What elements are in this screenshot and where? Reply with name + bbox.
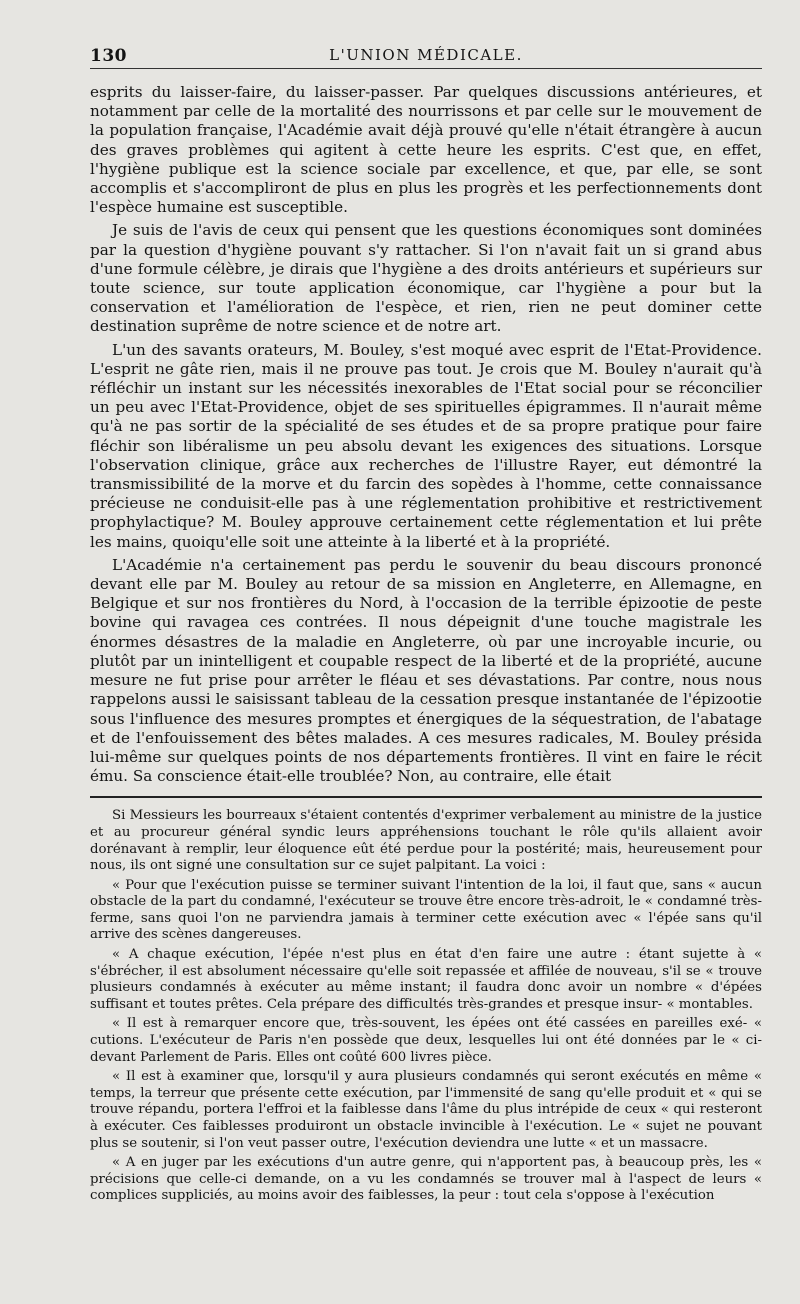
footnote-quote: « Il est à examiner que, lorsqu'il y aura plusieurs condamnés qui seront exécutés en même « temps, la terreur que présente cette exécution, par l'immensité de sang qu'elle produit et « qui se trouve répandu, portera l'effroi et la faiblesse dans l'âme du plus intrépide de ceux « qui resteront à exécuter. Ces faiblesses produiront un obstacle invincible à l'exécution. Le « sujet ne pouvant plus se soutenir, si l'on veut passer outre, l'exécution deviendra une lutte « et un massacre. bbox=[90, 1069, 762, 1151]
page-number: 130 bbox=[90, 46, 127, 66]
body-paragraph: L'Académie n'a certainement pas perdu le souvenir du beau discours prononcé devant elle par M. Bouley au retour de sa mission en Angleterre, en Allemagne, en Belgique et sur nos frontières du Nord, à l'occasion de la terrible épizootie de peste bovine qui ravagea ces contrées. Il nous dépeignit d'une touche magistrale les énormes désastres de la maladie en Angleterre, où par une incroyable incurie, ou plutôt par un inintelligent et coupable respect de la liberté et de la propriété, aucune mesure ne fut prise pour arrêter le fléau et ses dévastations. Par contre, nous nous rappelons aussi le saisissant tableau de la cessation presque instantanée de l'épizootie sous l'influence des mesures promptes et énergiques de la séquestration, de l'abatage et de l'enfouissement des bêtes malades. A ces mesures radicales, M. Bouley présida lui-même sur quelques points de nos départements frontières. Il vint en faire le récit ému. Sa conscience était-elle troublée? Non, au contraire, elle était bbox=[90, 555, 762, 786]
body-paragraph: esprits du laisser-faire, du laisser-passer. Par quelques discussions antérieures, et notamment par celle de la mortalité des nourrissons et par celle sur le mouvement de la population française, l'Académie avait déjà prouvé qu'elle n'était étrangère à aucun des graves problèmes qui agitent à cette heure les esprits. C'est que, en effet, l'hygiène publique est la science sociale par excellence, et que, par elle, se sont accomplis et s'accompliront de plus en plus les progrès et les perfectionnements dont l'espèce humaine est susceptible. bbox=[90, 83, 762, 217]
main-text bbox=[90, 83, 762, 786]
footnote-paragraph: Si Messieurs les bourreaux s'étaient contentés d'exprimer verbalement au ministre de la justice et au procureur général syndic leurs appréhensions touchant le rôle qu'ils allaient avoir dorénavant à remplir, leur éloquence eût été perdue pour la postérité; mais, heureusement pour nous, ils ont signé une consultation sur ce sujet palpitant. La voici : bbox=[90, 808, 762, 874]
footnote-quote: « A en juger par les exécutions d'un autre genre, qui n'apportent pas, à beaucoup près, les « précisions que celle-ci demande, on a vu les condamnés se trouver mal à l'aspect de leurs « complices suppliciés, au moins avoir des faiblesses, la peur : tout cela s'oppose à l'exécution bbox=[90, 1155, 762, 1204]
footnote-divider bbox=[90, 796, 762, 798]
footnote-quote: « Il est à remarquer encore que, très-souvent, les épées ont été cassées en pareilles exé- « cutions. L'exécuteur de Paris n'en possède que deux, lesquelles lui ont été données par le « ci-devant Parlement de Paris. Elles ont coûté 600 livres pièce. bbox=[90, 1016, 762, 1065]
body-paragraph: Je suis de l'avis de ceux qui pensent que les questions économiques sont dominées par la question d'hygiène pouvant s'y rattacher. Si l'on n'avait fait un si grand abus d'une formule célèbre, je dirais que l'hygiène a des droits antérieurs et supérieurs sur toute science, sur toute application économique, car l'hygiène a pour but la conservation et l'amélioration de l'espèce, et rien, rien ne peut dominer cette destination suprême de notre science et de notre art. bbox=[90, 221, 762, 336]
footnote-quote: « Pour que l'exécution puisse se terminer suivant l'intention de la loi, il faut que, sans « aucun obstacle de la part du condamné, l'exécuteur se trouve être encore très-adroit, le « condamné très-ferme, sans quoi l'on ne parviendra jamais à terminer cette exécution avec « l'épée sans qu'il arrive des scènes dangereuses. bbox=[90, 877, 762, 943]
running-title: L'UNION MÉDICALE. bbox=[329, 46, 523, 64]
page-header bbox=[90, 38, 762, 69]
footnote-quote: « A chaque exécution, l'épée n'est plus en état d'en faire une autre : étant sujette à « s'ébrécher, il est absolument nécessaire qu'elle soit repassée et affilée de nouveau, s'il se « trouve plusieurs condamnés à exécuter au même instant; il faudra donc avoir un nombre « d'épées suffisant et toutes prêtes. Cela prépare des difficultés très-grandes et presque insur- « montables. bbox=[90, 947, 762, 1012]
footnotes bbox=[90, 808, 762, 1205]
body-paragraph: L'un des savants orateurs, M. Bouley, s'est moqué avec esprit de l'Etat-Providence. L'esprit ne gâte rien, mais il ne prouve pas tout. Je crois que M. Bouley n'aurait qu'à réfléchir un instant sur les nécessités inexorables de l'Etat social pour se réconcilier un peu avec l'Etat-Providence, objet de ses spirituelles épigrammes. Il n'aurait même qu'à ne pas sortir de la spécialité de ses études et de sa propre pratique pour faire fléchir son libéralisme un peu absolu devant les exigences des situations. Lorsque l'observation clinique, grâce aux recherches de l'illustre Rayer, eut démontré la transmissibilité de la morve et du farcin des sopèdes à l'homme, cette connaissance précieuse ne conduisit-elle pas à une réglementation prohibitive et restrictivement prophylactique? M. Bouley approuve certainement cette réglementation et lui prête les mains, quoiqu'elle soit une atteinte à la liberté et à la propriété. bbox=[90, 340, 762, 551]
